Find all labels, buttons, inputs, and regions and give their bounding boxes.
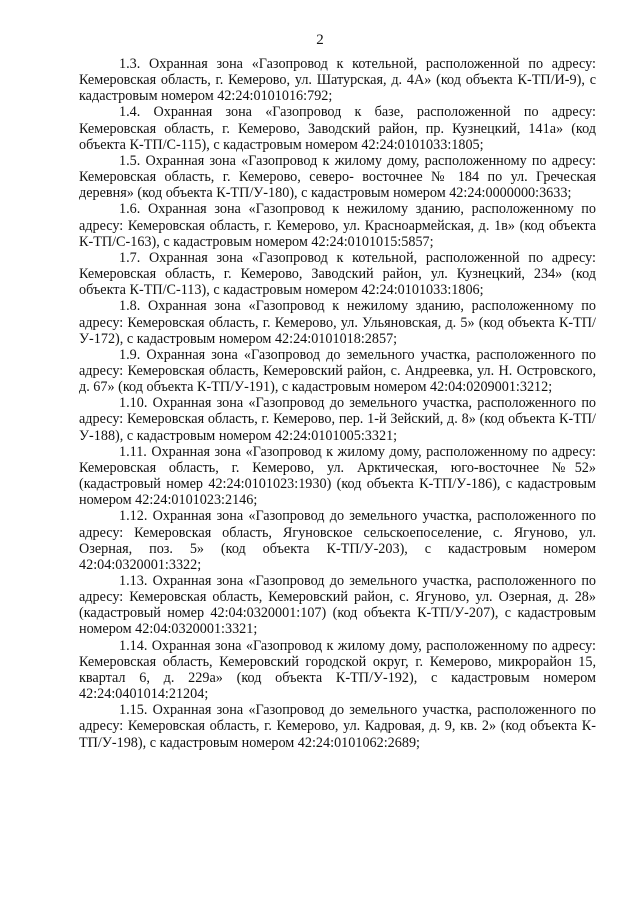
- paragraph-1-14: 1.14. Охранная зона «Газопровод к жилому дому, расположенному по адресу: Кемеровская область, Кемеровский городской округ, г. Кемерово, микрорайон 15, квартал 6, д. 229а» (код объекта К-ТП/У-192), с кадастровым номером 42:24:0401014:21204;: [79, 637, 596, 703]
- paragraph-1-5: 1.5. Охранная зона «Газопровод к жилому дому, расположенному по адресу: Кемеровская область, г. Кемерово, северо- восточнее № 184 по ул. Греческая деревня» (код объекта К-ТП/У-180), с кадастровым номером 42:24:0000000:3633;: [79, 152, 596, 202]
- document-body: [79, 56, 596, 751]
- paragraph-1-6: 1.6. Охранная зона «Газопровод к нежилому зданию, расположенному по адресу: Кемеровская область, г. Кемерово, ул. Красноармейская, д. 1в» (код объекта К-ТП/С-163), с кадастровым номером 42:24:0101015:5857;: [79, 201, 596, 250]
- page-number: 2: [316, 32, 324, 48]
- paragraph-1-10: 1.10. Охранная зона «Газопровод до земельного участка, расположенного по адресу: Кемеровская область, г. Кемерово, пер. 1-й Зейский, д. 8» (код объекта К-ТП/У-188), с кадастровым номером 42:24:0101005:3321;: [79, 395, 596, 444]
- paragraph-1-11: 1.11. Охранная зона «Газопровод к жилому дому, расположенному по адресу: Кемеровская область, г. Кемерово, ул. Арктическая, юго-восточнее №52» (кадастровый номер 42:24:0101023:1930) (код объекта К-ТП/У-186), с кадастровым номером 42:24:0101023:2146;: [79, 443, 596, 509]
- paragraph-1-15: 1.15. Охранная зона «Газопровод до земельного участка, расположенного по адресу: Кемеровская область, г. Кемерово, ул. Кадровая, д. 9, кв. 2» (код объекта К-ТП/У-198), с кадастровым номером 42:24:0101062:2689;: [79, 702, 596, 751]
- paragraph-1-8: 1.8. Охранная зона «Газопровод к нежилому зданию, расположенному по адресу: Кемеровская область, г. Кемерово, ул. Ульяновская, д. 5» (код объекта К-ТП/У-172), с кадастровым номером 42:24:0101018:2857;: [79, 298, 596, 347]
- paragraph-1-12: 1.12. Охранная зона «Газопровод до земельного участка, расположенного по адресу: Кемеровская область, Ягуновское сельскоепоселение, с. Ягуново, ул. Озерная, поз. 5» (код объекта К-ТП/У-203), с кадастровым номером 42:04:0320001:3322;: [79, 508, 596, 573]
- paragraph-1-4: 1.4. Охранная зона «Газопровод к базе, расположенной по адресу: Кемеровская область, г. Кемерово, Заводский район, пр. Кузнецкий, 141а» (код объекта К-ТП/С-115), с кадастровым номером 42:24:0101033:1805;: [79, 104, 596, 153]
- paragraph-1-13: 1.13. Охранная зона «Газопровод до земельного участка, расположенного по адресу: Кемеровская область, Кемеровский район, с. Ягуново, ул. Озерная, д. 28» (кадастровый номер 42:04:0320001:107) (код объекта К-ТП/У-207), с кадастровым номером 42:04:0320001:3321;: [79, 573, 596, 638]
- paragraph-1-7: 1.7. Охранная зона «Газопровод к котельной, расположенной по адресу: Кемеровская область, г. Кемерово, Заводский район, ул. Кузнецкий, 234» (код объекта К-ТП/С-113), с кадастровым номером 42:24:0101033:1806;: [79, 249, 596, 299]
- paragraph-1-9: 1.9. Охранная зона «Газопровод до земельного участка, расположенного по адресу: Кемеровская область, Кемеровский район, с. Андреевка, ул. Н. Островского, д. 67» (код объекта К-ТП/У-191), с кадастровым номером 42:04:0209001:3212;: [79, 346, 596, 396]
- paragraph-1-3: 1.3. Охранная зона «Газопровод к котельной, расположенной по адресу: Кемеровская область, г. Кемерово, ул. Шатурская, д. 4А» (код объекта К-ТП/И-9), с кадастровым номером 42:24:0101016:792;: [79, 56, 596, 105]
